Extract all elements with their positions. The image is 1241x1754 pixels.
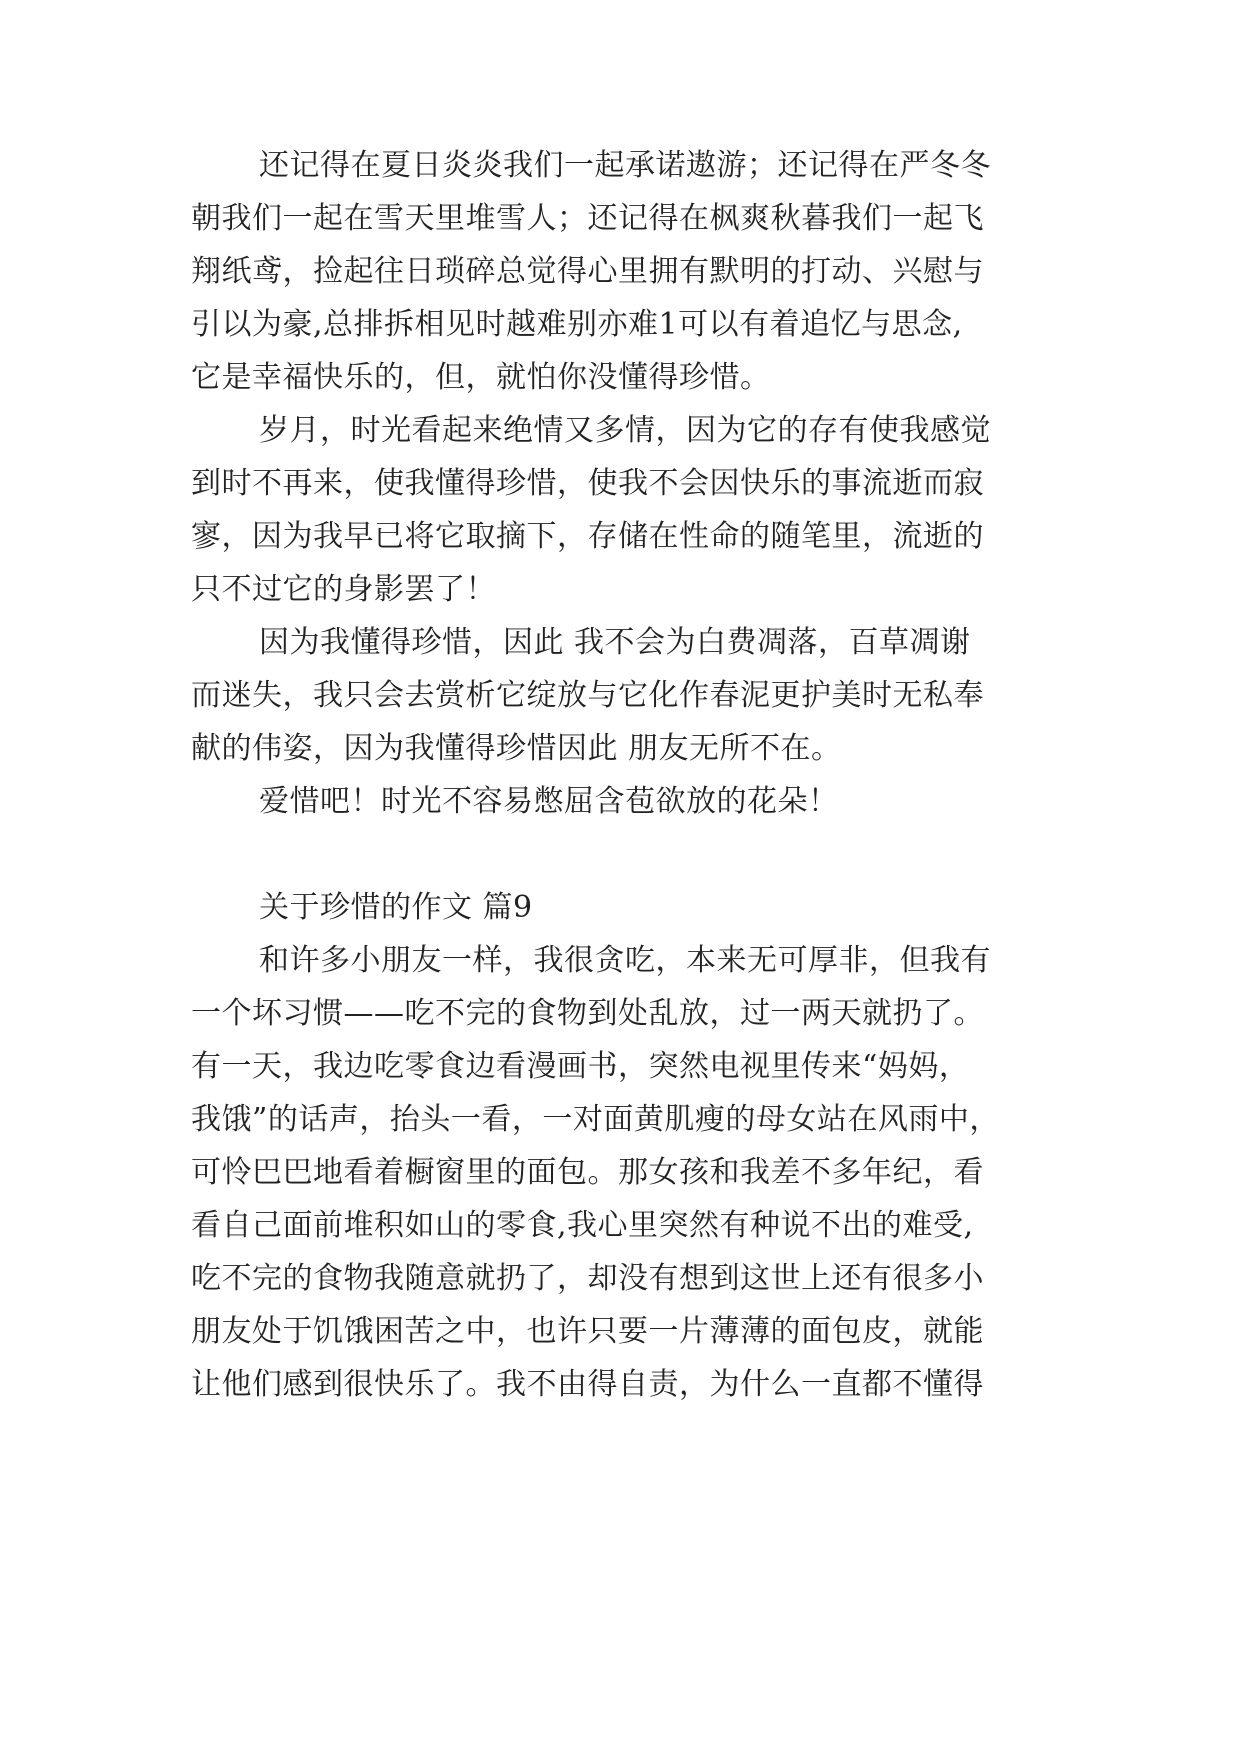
paragraph-line: 可怜巴巴地看着橱窗里的面包。那女孩和我差不多年纪，看 [191, 1155, 984, 1190]
paragraph-line: 看自己面前堆积如山的零食,我心里突然有种说不出的难受, [191, 1208, 974, 1243]
paragraph-line: 朝我们一起在雪天里堆雪人；还记得在枫爽秋暮我们一起飞 [191, 201, 984, 236]
paragraph-line: 和许多小朋友一样，我很贪吃，本来无可厚非，但我有 [259, 943, 991, 978]
paragraph-line: 献的伟姿，因为我懂得珍惜因此 朋友无所不在。 [191, 731, 842, 766]
paragraph-line: 一个坏习惯——吃不完的食物到处乱放，过一两天就扔了。 [191, 996, 984, 1031]
section-heading: 关于珍惜的作文 篇9 [259, 890, 533, 925]
paragraph-line: 翔纸鸢，捡起往日琐碎总觉得心里拥有默明的打动、兴慰与 [191, 254, 984, 289]
paragraph-line: 有一天，我边吃零食边看漫画书，突然电视里传来“妈妈， [191, 1049, 970, 1084]
paragraph-line: 我饿”的话声，抬头一看，一对面黄肌瘦的母女站在风雨中， [191, 1102, 1000, 1137]
paragraph-line: 因为我懂得珍惜，因此 我不会为白费凋落，百草凋谢 [259, 625, 971, 660]
paragraph-line: 岁月，时光看起来绝情又多情，因为它的存有使我感觉 [259, 413, 991, 448]
paragraph-line: 到时不再来，使我懂得珍惜，使我不会因快乐的事流逝而寂 [191, 466, 984, 501]
paragraph-line: 它是幸福快乐的，但，就怕你没懂得珍惜。 [191, 360, 771, 395]
paragraph-line: 吃不完的食物我随意就扔了，却没有想到这世上还有很多小 [191, 1261, 984, 1296]
paragraph-line: 朋友处于饥饿困苦之中，也许只要一片薄薄的面包皮，就能 [191, 1314, 984, 1349]
paragraph-line: 让他们感到很快乐了。我不由得自责，为什么一直都不懂得 [191, 1367, 984, 1402]
paragraph-line: 而迷失，我只会去赏析它绽放与它化作春泥更护美时无私奉 [191, 678, 984, 713]
paragraph-line: 还记得在夏日炎炎我们一起承诺遨游；还记得在严冬冬 [259, 148, 991, 183]
paragraph-line: 爱惜吧！时光不容易憋屈含苞欲放的花朵！ [259, 784, 839, 819]
paragraph-line: 引以为豪,总排拆相见时越难别亦难1可以有着追忆与思念, [191, 307, 963, 342]
paragraph-line: 只不过它的身影罢了！ [191, 572, 496, 607]
paragraph-line: 寥，因为我早已将它取摘下，存储在性命的随笔里，流逝的 [191, 519, 984, 554]
